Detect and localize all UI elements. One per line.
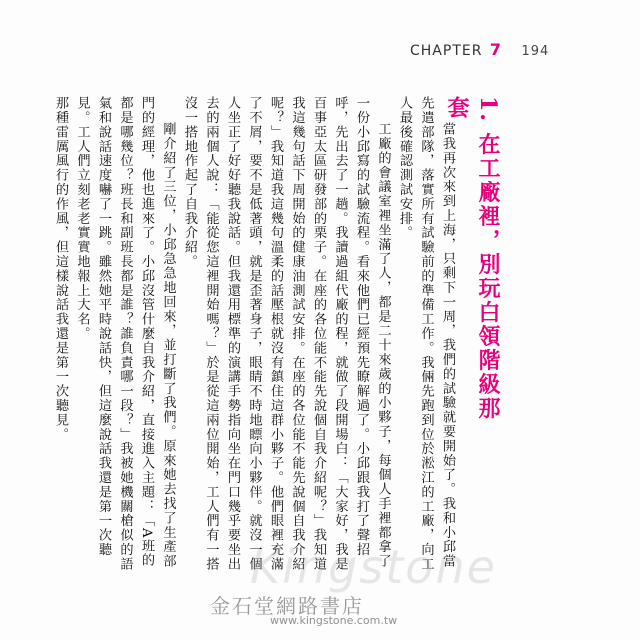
body-text bbox=[53, 96, 458, 580]
paragraph: 當我再次來到上海，只剩下一周，我們的試驗就要開始了。我和小邱當先遣部隊，落實所有試驗前的準備工作。我倆先跑到位於淞江的工廠，向工人最後確認測試安排。 bbox=[397, 96, 455, 572]
chapter-number: 7 bbox=[489, 40, 503, 59]
watermark-url: www.kingstone.com.tw bbox=[270, 614, 398, 627]
chapter-label: CHAPTER bbox=[410, 43, 483, 59]
paragraph: 那種雷厲風行的作風，但這樣說話我還是第一次聽見。 bbox=[53, 96, 68, 442]
paragraph: 工廠的會議室裡坐滿了人，都是二十來歲的小夥子，每個人手裡都拿了一份小邱寫的試驗流程。看來他們已經預先瞭解過了。小邱跟我打了聲招呼，先出去了一趟。我讀過組代廠的程，就做了段開場白：「大家好，我是百事亞太區研發部的栗子。在座的各位能不能先說個自我介紹呢？」我知道我這幾句話下周開始的健康油測試安排。在座的各位能不能先說個自我介紹呢？」我知道我這幾句溫柔的話壓根就沒有鎮住這群小夥子。他們眼裡充滿了不屑，要不是低著頭，就是歪著身子，眼睛不時地瞟向小夥伴。就沒一個人坐正了好好聽我說話。但我還用標準的演講手勢指向坐在門口幾乎要坐出去的兩個人說：「能從您這裡開始嗎？」於是從這兩位開始，工人們有一搭沒一搭地作起了自我介紹。 bbox=[182, 96, 391, 572]
paragraph: 剛介紹了三位，小邱急急地回來，並打斷了我們。原來她去找了生產部門的經理，他也進來了。小邱沒管什麼自我介紹，直接進入主題：「A班的都是哪幾位？班長和副班長都是誰？誰負責哪一段？」我被她機關槍似的語氣和說話速度嚇了一跳。雖然她平時說話快，但這麼說話我還是第一次聽見。工人們立刻老老實實地報上大名。 bbox=[74, 96, 176, 572]
watermark-store-name: 金石堂網路書店 bbox=[210, 594, 364, 618]
section-title: 1. 在工廠裡，別玩白領階級那套 bbox=[444, 96, 501, 421]
watermark-logo-text: Kingstone bbox=[250, 540, 497, 594]
page-header bbox=[410, 40, 600, 60]
page-number: 194 bbox=[521, 44, 550, 59]
